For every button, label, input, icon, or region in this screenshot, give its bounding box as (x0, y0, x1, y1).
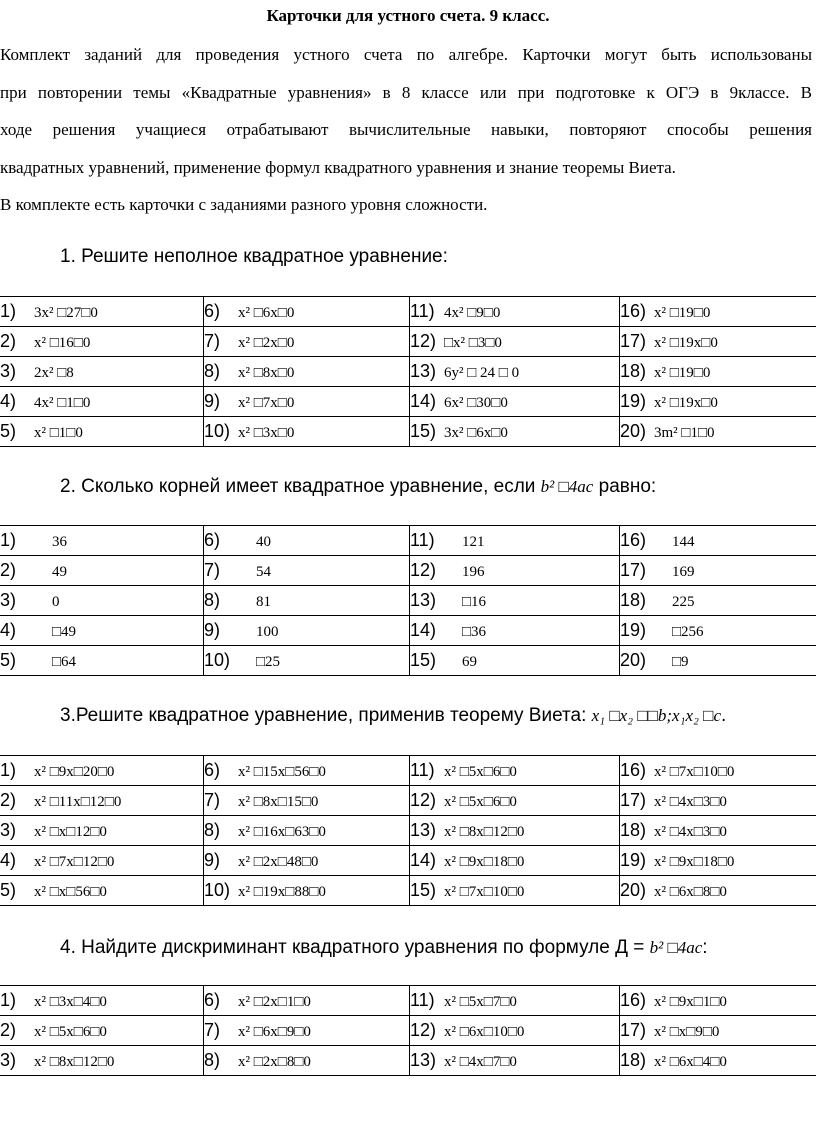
card-cell (204, 786, 410, 816)
card-cell (0, 786, 204, 816)
task-expression: 6x² □30□0 (444, 395, 508, 411)
task-number: 17) (620, 790, 647, 810)
task-expression: x² □7x□0 (238, 395, 295, 411)
task-number: 9) (204, 850, 221, 870)
section-formula: b² □4ac (540, 477, 594, 496)
card-cell (0, 327, 204, 357)
task-number: 1) (0, 301, 17, 321)
card-cell (620, 526, 816, 556)
task-number: 12) (410, 1020, 437, 1040)
task-number: 11) (410, 301, 435, 321)
task-number: 7) (204, 560, 221, 580)
table-row (0, 986, 816, 1016)
task-number: 7) (204, 331, 221, 351)
task-expression: x² □x□56□0 (34, 884, 107, 900)
task-number: 3) (0, 590, 17, 610)
task-expression: □36 (462, 624, 487, 640)
section-heading-text: 4. Найдите дискриминант квадратного уравнения по формуле Д = (60, 937, 650, 958)
card-cell (0, 616, 204, 646)
task-expression: 36 (52, 534, 67, 550)
card-cell (620, 646, 816, 676)
task-expression: 196 (462, 564, 485, 580)
task-expression: 0 (52, 594, 60, 610)
task-expression: x² □2x□8□0 (238, 1054, 311, 1070)
table-row (0, 786, 816, 816)
task-expression: □256 (672, 624, 704, 640)
task-number: 4) (0, 850, 17, 870)
task-expression: 225 (672, 594, 695, 610)
card-cell (410, 756, 620, 786)
card-cell (410, 846, 620, 876)
card-cell (410, 327, 620, 357)
card-cell (410, 387, 620, 417)
table-row (0, 327, 816, 357)
task-expression: 2x² □8 (34, 365, 74, 381)
task-number: 1) (0, 990, 17, 1010)
task-expression: 3x² □27□0 (34, 305, 98, 321)
task-expression: 69 (462, 654, 477, 670)
card-cell (620, 297, 816, 327)
task-expression: x² □5x□6□0 (444, 794, 517, 810)
task-number: 17) (620, 1020, 647, 1040)
table-row (0, 357, 816, 387)
card-cell (204, 616, 410, 646)
card-cell (410, 986, 620, 1016)
task-number: 13) (410, 361, 437, 381)
card-cell (620, 586, 816, 616)
card-cell (620, 417, 816, 447)
task-expression: x² □4x□3□0 (654, 824, 727, 840)
card-cell (0, 417, 204, 447)
section-3-heading (60, 705, 726, 727)
task-number: 18) (620, 1050, 647, 1070)
section-formula: b² □4ac (649, 938, 703, 957)
card-cell (0, 357, 204, 387)
section-heading-suffix: равно: (593, 476, 657, 497)
task-expression: x² □19x□0 (654, 335, 718, 351)
task-expression: □64 (52, 654, 77, 670)
task-number: 12) (410, 790, 437, 810)
task-number: 6) (204, 301, 221, 321)
table-row (0, 876, 816, 906)
card-cell (410, 616, 620, 646)
table-row (0, 1016, 816, 1046)
task-expression: 3m² □1□0 (654, 425, 715, 441)
task-number: 18) (620, 590, 647, 610)
task-number: 16) (620, 990, 647, 1010)
task-expression: 169 (672, 564, 695, 580)
table-row (0, 816, 816, 846)
task-expression: x² □8x□12□0 (34, 1054, 115, 1070)
intro-line: при повторении темы «Квадратные уравнения» в 8 классе или при подготовке к ОГЭ в 9классе. В (0, 82, 812, 102)
task-expression: x² □6x□9□0 (238, 1024, 311, 1040)
task-number: 6) (204, 530, 221, 550)
table-row (0, 846, 816, 876)
card-cell (204, 1016, 410, 1046)
task-number: 3) (0, 820, 17, 840)
card-cell (204, 297, 410, 327)
task-expression: x² □9x□1□0 (654, 994, 727, 1010)
table-row (0, 387, 816, 417)
table-row (0, 616, 816, 646)
task-number: 7) (204, 1020, 221, 1040)
card-cell (204, 417, 410, 447)
task-expression: x² □9x□18□0 (654, 854, 735, 870)
card-cell (0, 846, 204, 876)
task-expression: x² □5x□6□0 (444, 764, 517, 780)
task-expression: □25 (256, 654, 281, 670)
task-number: 15) (410, 421, 437, 441)
task-number: 14) (410, 391, 437, 411)
task-number: 6) (204, 990, 221, 1010)
card-cell (204, 586, 410, 616)
task-number: 15) (410, 650, 437, 670)
task-expression: x² □6x□0 (238, 305, 295, 321)
task-expression: x² □6x□10□0 (444, 1024, 525, 1040)
task-number: 14) (410, 620, 437, 640)
task-expression: x² □7x□10□0 (444, 884, 525, 900)
card-cell (0, 756, 204, 786)
task-number: 4) (0, 391, 17, 411)
task-number: 2) (0, 560, 17, 580)
task-expression: x² □11x□12□0 (34, 794, 122, 810)
card-cell (620, 387, 816, 417)
task-expression: x² □19x□0 (654, 395, 718, 411)
table-row (0, 756, 816, 786)
task-number: 10) (204, 650, 231, 670)
task-number: 19) (620, 850, 647, 870)
card-cell (620, 756, 816, 786)
task-number: 6) (204, 760, 221, 780)
task-number: 16) (620, 760, 647, 780)
task-expression: x² □2x□48□0 (238, 854, 319, 870)
task-expression: x² □5x□6□0 (34, 1024, 107, 1040)
task-number: 14) (410, 850, 437, 870)
card-cell (620, 816, 816, 846)
section-1-table (0, 296, 816, 447)
task-number: 20) (620, 650, 647, 670)
table-row (0, 1046, 816, 1076)
card-cell (0, 586, 204, 616)
card-cell (620, 556, 816, 586)
card-cell (410, 357, 620, 387)
card-cell (620, 327, 816, 357)
task-number: 17) (620, 331, 647, 351)
card-cell (0, 297, 204, 327)
task-expression: 49 (52, 564, 67, 580)
task-expression: 144 (672, 534, 695, 550)
task-expression: x² □19x□88□0 (238, 884, 326, 900)
task-number: 10) (204, 421, 231, 441)
section-4-table (0, 985, 816, 1076)
card-cell (620, 876, 816, 906)
card-cell (0, 986, 204, 1016)
task-number: 13) (410, 590, 437, 610)
task-expression: 4x² □1□0 (34, 395, 91, 411)
task-expression: x² □8x□15□0 (238, 794, 319, 810)
task-expression: x² □6x□4□0 (654, 1054, 727, 1070)
section-4-heading (60, 937, 708, 959)
task-number: 2) (0, 1020, 17, 1040)
card-cell (204, 357, 410, 387)
task-number: 2) (0, 331, 17, 351)
table-row (0, 556, 816, 586)
section-formula: x₁ □x₂ □□b;x₁x₂ □c (591, 706, 721, 725)
task-expression: x² □19□0 (654, 305, 711, 321)
card-cell (410, 816, 620, 846)
task-expression: x² □3x□0 (238, 425, 295, 441)
task-number: 2) (0, 790, 17, 810)
card-cell (410, 786, 620, 816)
table-row (0, 417, 816, 447)
intro-paragraph (0, 36, 812, 214)
task-expression: x² □9x□20□0 (34, 764, 115, 780)
task-expression: 121 (462, 534, 485, 550)
task-number: 7) (204, 790, 221, 810)
table-row (0, 297, 816, 327)
task-expression: x² □4x□7□0 (444, 1054, 517, 1070)
intro-line: Комплект заданий для проведения устного счета по алгебре. Карточки могут быть использованы (0, 45, 812, 64)
task-expression: 81 (256, 594, 271, 610)
task-number: 19) (620, 620, 647, 640)
task-expression: x² □7x□12□0 (34, 854, 115, 870)
card-cell (410, 1046, 620, 1076)
task-expression: 100 (256, 624, 279, 640)
task-expression: x² □9x□18□0 (444, 854, 525, 870)
card-cell (204, 1046, 410, 1076)
task-number: 19) (620, 391, 647, 411)
task-number: 9) (204, 391, 221, 411)
task-number: 8) (204, 361, 221, 381)
task-number: 13) (410, 820, 437, 840)
task-expression: 54 (256, 564, 271, 580)
task-expression: x² □8x□12□0 (444, 824, 525, 840)
intro-line: квадратных уравнений, применение формул квадратного уравнения и знание теоремы Виета. (0, 157, 676, 177)
task-expression: x² □4x□3□0 (654, 794, 727, 810)
card-cell (410, 1016, 620, 1046)
card-cell (0, 816, 204, 846)
card-cell (620, 846, 816, 876)
section-heading-text: 2. Сколько корней имеет квадратное уравнение, если (60, 476, 541, 497)
card-cell (410, 297, 620, 327)
task-expression: □16 (462, 594, 487, 610)
card-cell (204, 556, 410, 586)
task-number: 3) (0, 361, 17, 381)
task-number: 8) (204, 820, 221, 840)
task-expression: □49 (52, 624, 77, 640)
task-expression: x² □16□0 (34, 335, 91, 351)
task-expression: x² □15x□56□0 (238, 764, 326, 780)
task-expression: x² □1□0 (34, 425, 83, 441)
section-heading-text: 1. Решите неполное квадратное уравнение: (60, 246, 448, 267)
card-cell (620, 1046, 816, 1076)
card-cell (410, 417, 620, 447)
task-expression: 4x² □9□0 (444, 305, 501, 321)
task-expression: 40 (256, 534, 271, 550)
task-number: 11) (410, 530, 435, 550)
section-heading-suffix: : (702, 937, 708, 958)
card-cell (204, 526, 410, 556)
card-cell (620, 357, 816, 387)
card-cell (410, 646, 620, 676)
card-cell (0, 646, 204, 676)
task-number: 5) (0, 880, 17, 900)
task-number: 12) (410, 560, 437, 580)
card-cell (620, 1016, 816, 1046)
task-expression: x² □7x□10□0 (654, 764, 735, 780)
card-cell (204, 327, 410, 357)
card-cell (0, 1046, 204, 1076)
card-cell (0, 556, 204, 586)
card-cell (204, 846, 410, 876)
task-number: 13) (410, 1050, 437, 1070)
task-number: 15) (410, 880, 437, 900)
card-cell (410, 876, 620, 906)
card-cell (410, 586, 620, 616)
task-number: 8) (204, 1050, 221, 1070)
task-expression: □9 (672, 654, 689, 670)
task-expression: x² □16x□63□0 (238, 824, 326, 840)
card-cell (204, 387, 410, 417)
intro-line: В комплекте есть карточки с заданиями разного уровня сложности. (0, 195, 488, 214)
section-heading-text: 3.Решите квадратное уравнение, применив теорему Виета: (60, 705, 592, 726)
task-number: 5) (0, 421, 17, 441)
card-cell (0, 1016, 204, 1046)
task-number: 5) (0, 650, 17, 670)
table-row (0, 526, 816, 556)
task-number: 1) (0, 760, 17, 780)
task-expression: x² □5x□7□0 (444, 994, 517, 1010)
intro-line: ходе решения учащиеся отрабатывают вычислительные навыки, повторяют способы решения (0, 120, 812, 139)
task-number: 12) (410, 331, 437, 351)
task-number: 11) (410, 990, 435, 1010)
section-2-heading (60, 476, 656, 498)
task-expression: □x² □3□0 (444, 335, 502, 351)
card-cell (204, 756, 410, 786)
task-number: 11) (410, 760, 435, 780)
section-heading-suffix: . (721, 705, 727, 726)
task-number: 8) (204, 590, 221, 610)
table-row (0, 586, 816, 616)
task-expression: 3x² □6x□0 (444, 425, 508, 441)
task-number: 18) (620, 820, 647, 840)
card-cell (204, 986, 410, 1016)
task-number: 10) (204, 880, 231, 900)
table-row (0, 646, 816, 676)
task-expression: x² □x□12□0 (34, 824, 107, 840)
document-title: Карточки для устного счета. 9 класс. (266, 6, 550, 25)
task-expression: 6y² □ 24 □ 0 (444, 365, 520, 381)
section-1-heading (60, 246, 448, 268)
task-expression: x² □2x□0 (238, 335, 295, 351)
task-expression: x² □2x□1□0 (238, 994, 311, 1010)
card-cell (410, 556, 620, 586)
section-2-table (0, 525, 816, 676)
task-number: 20) (620, 880, 647, 900)
task-expression: x² □3x□4□0 (34, 994, 107, 1010)
card-cell (620, 616, 816, 646)
task-expression: x² □x□9□0 (654, 1024, 720, 1040)
task-number: 16) (620, 530, 647, 550)
card-cell (0, 387, 204, 417)
task-number: 18) (620, 361, 647, 381)
card-cell (0, 876, 204, 906)
task-expression: x² □19□0 (654, 365, 711, 381)
task-number: 9) (204, 620, 221, 640)
section-3-table (0, 755, 816, 906)
task-number: 20) (620, 421, 647, 441)
task-number: 1) (0, 530, 17, 550)
task-number: 4) (0, 620, 17, 640)
card-cell (620, 786, 816, 816)
card-cell (204, 816, 410, 846)
task-number: 3) (0, 1050, 17, 1070)
task-number: 16) (620, 301, 647, 321)
card-cell (204, 646, 410, 676)
card-cell (0, 526, 204, 556)
card-cell (620, 986, 816, 1016)
task-expression: x² □8x□0 (238, 365, 295, 381)
card-cell (204, 876, 410, 906)
card-cell (410, 526, 620, 556)
task-expression: x² □6x□8□0 (654, 884, 727, 900)
task-number: 17) (620, 560, 647, 580)
